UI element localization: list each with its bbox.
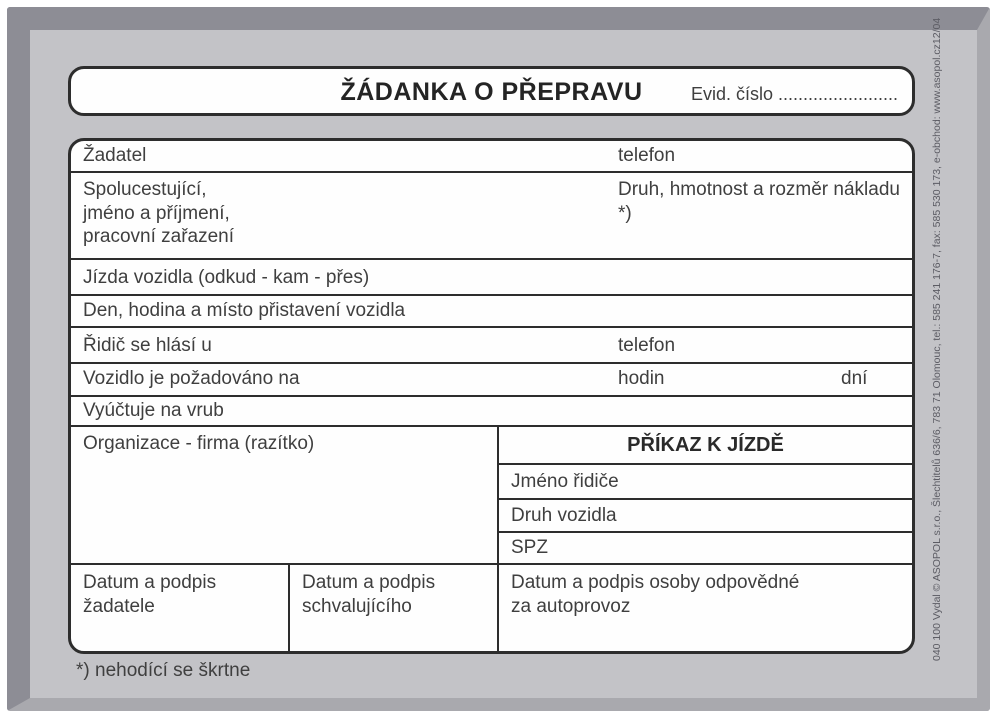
naklad-label: Druh, hmotnost a rozměr nákladu *): [618, 179, 900, 224]
spolucestujici-line3: pracovní zařazení: [83, 226, 235, 247]
field-row-jizda-vozidla: [71, 260, 912, 296]
imprint-text: 040 100 Vydal © ASOPOL s.r.o., Šlechtitelů 636/6, 783 71 Olomouc, tel.: 585 241 176-7, fax: 585 530 173, e-obchod: www.asopol.cz: [931, 44, 943, 661]
signature-schvalujici-line1: Datum a podpis: [302, 572, 436, 593]
form-body: [68, 138, 915, 654]
prikaz-k-jizde-column: [497, 427, 912, 563]
druh-vozidla-label: Druh vozidla: [511, 505, 617, 526]
vozidlo-label: Vozidlo je požadováno na: [83, 368, 300, 389]
zadatel-telefon-label: telefon: [618, 145, 676, 166]
signature-cell-odpovedna-osoba: [497, 565, 912, 651]
imprint-date-code: 12/04: [931, 17, 943, 45]
prikaz-row-spz: [499, 533, 912, 563]
signature-zadatel-line2: žadatele: [83, 595, 155, 617]
signature-schvalujici-line2: schvalujícího: [302, 595, 412, 617]
prikaz-row-druh-vozidla: [499, 500, 912, 533]
field-row-ridic: [71, 328, 912, 364]
organizace-label: Organizace - firma (razítko): [83, 433, 315, 454]
organizace-cell: [71, 427, 497, 563]
prikaz-k-jizde-header: PŘÍKAZ K JÍZDĚ: [499, 427, 912, 465]
field-row-vozidlo: [71, 364, 912, 397]
form-rows: [71, 141, 912, 651]
footnote: *) nehodící se škrtne: [76, 660, 251, 681]
zadatel-label: Žadatel: [83, 145, 147, 166]
spolucestujici-line2: jméno a příjmení,: [83, 202, 230, 224]
jizda-vozidla-label: Jízda vozidla (odkud - kam - přes): [83, 267, 370, 288]
field-row-spolucestujici: [71, 173, 912, 260]
prikaz-row-jmeno-ridice: [499, 465, 912, 500]
evidence-number-label: Evid. číslo ........................: [690, 84, 898, 104]
signature-row: [71, 565, 912, 651]
spz-label: SPZ: [511, 537, 548, 558]
printer-imprint-vertical: [929, 17, 945, 661]
signature-odpovedna-line1: Datum a podpis osoby odpovědné: [511, 572, 800, 593]
field-row-vyuctuje: [71, 397, 912, 427]
spolucestujici-line1: Spolucestující,: [83, 179, 207, 200]
ridic-telefon-label: telefon: [618, 335, 676, 356]
field-row-zadatel: [71, 141, 912, 173]
field-row-den-hodina: [71, 296, 912, 328]
form-title: ŽÁDANKA O PŘEPRAVU: [340, 78, 643, 106]
organizace-prikaz-section: [71, 427, 912, 565]
signature-odpovedna-line2: za autoprovoz: [511, 595, 631, 617]
form-title-box: [68, 66, 915, 116]
signature-cell-schvalujici: [288, 565, 497, 651]
hodin-label: hodin: [618, 368, 665, 389]
vyuctuje-label: Vyúčtuje na vrub: [83, 400, 224, 421]
jmeno-ridice-label: Jméno řidiče: [511, 471, 619, 492]
den-hodina-label: Den, hodina a místo přistavení vozidla: [83, 300, 406, 321]
signature-cell-zadatel: [71, 565, 288, 651]
signature-zadatel-line1: Datum a podpis: [83, 572, 217, 593]
ridic-label: Řidič se hlásí u: [83, 335, 212, 356]
dni-label: dní: [841, 368, 868, 389]
